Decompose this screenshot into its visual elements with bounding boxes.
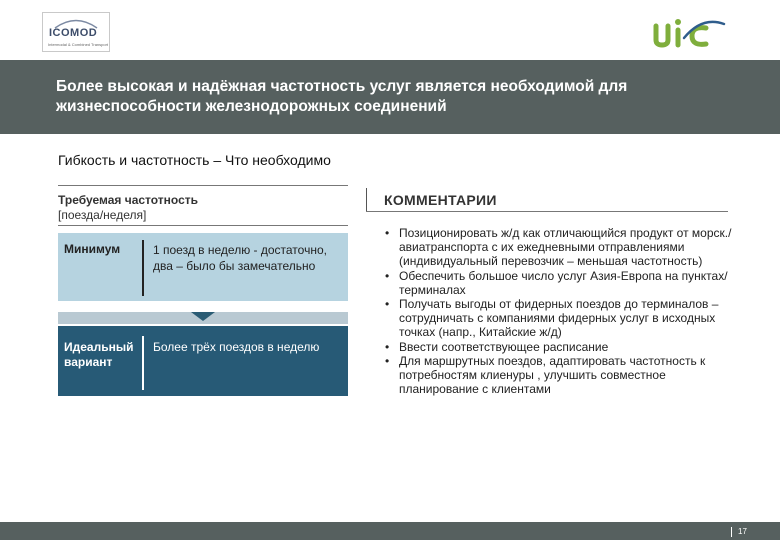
icomod-logo-text: ICOMOD: [49, 27, 98, 39]
list-item: • Обеспечить большое число услуг Азия-Европа на пунктах/терминалах: [385, 268, 728, 297]
uic-logo: [648, 12, 730, 52]
bullet-icon: •: [385, 353, 390, 368]
list-item: • Ввести соответствующее расписание: [385, 339, 609, 354]
icomod-logo-tagline: Intermodal & Combined Transport: [48, 42, 109, 47]
left-top-divider: [58, 185, 348, 186]
uic-logo-icon: [648, 12, 730, 52]
ideal-text: Более трёх поездов в неделю: [153, 340, 320, 354]
bullet-icon: •: [385, 268, 390, 283]
comments-divider: [366, 211, 728, 212]
ideal-label: Идеальный вариант: [64, 340, 134, 369]
down-arrow-icon: [191, 312, 215, 321]
bullet-icon: •: [385, 226, 390, 240]
icomod-logo: [42, 12, 110, 52]
comments-vertical-divider: [366, 188, 367, 212]
bullet-icon: •: [385, 339, 390, 354]
list-item: • Для маршрутных поездов, адаптировать частотность к потребностям клиенуры , улучшить совместное планирование с клиентами: [385, 353, 706, 397]
footer-separator: [731, 527, 732, 537]
left-column-heading: Требуемая частотность: [58, 193, 199, 207]
slide-subtitle: Гибкость и частотность – Что необходимо: [58, 152, 331, 168]
ideal-frequency-box: [58, 326, 348, 396]
list-item: • Позиционировать ж/д как отличающийся продукт от морск./авиатранспорта с их ежедневными отправлениями (индивидуальный перевозчик – меньшая частотность): [385, 226, 732, 269]
left-bottom-divider: [58, 225, 348, 226]
minimum-text: 1 поезд в неделю - достаточно, два – было бы замечательно: [153, 243, 327, 273]
comments-list: [380, 226, 740, 396]
comments-heading: КОММЕНТАРИИ: [384, 192, 497, 208]
minimum-separator: [142, 240, 144, 296]
minimum-frequency-box: [58, 233, 348, 301]
footer-bar: [0, 522, 780, 540]
page-title: Более высокая и надёжная частотность услуг является необходимой для жизнеспособности железнодорожных соединений: [56, 78, 628, 115]
ideal-separator: [142, 336, 144, 390]
bullet-icon: •: [385, 297, 390, 312]
page-number: 17: [738, 527, 747, 536]
list-item: • Получать выгоды от фидерных поездов до терминалов – сотрудничать с компаниями фидерных услуг в исходных точках (напр., Китайские ж/д): [385, 297, 719, 340]
minimum-label: Минимум: [64, 242, 121, 256]
left-column-subheading: [поезда/неделя]: [58, 208, 147, 222]
